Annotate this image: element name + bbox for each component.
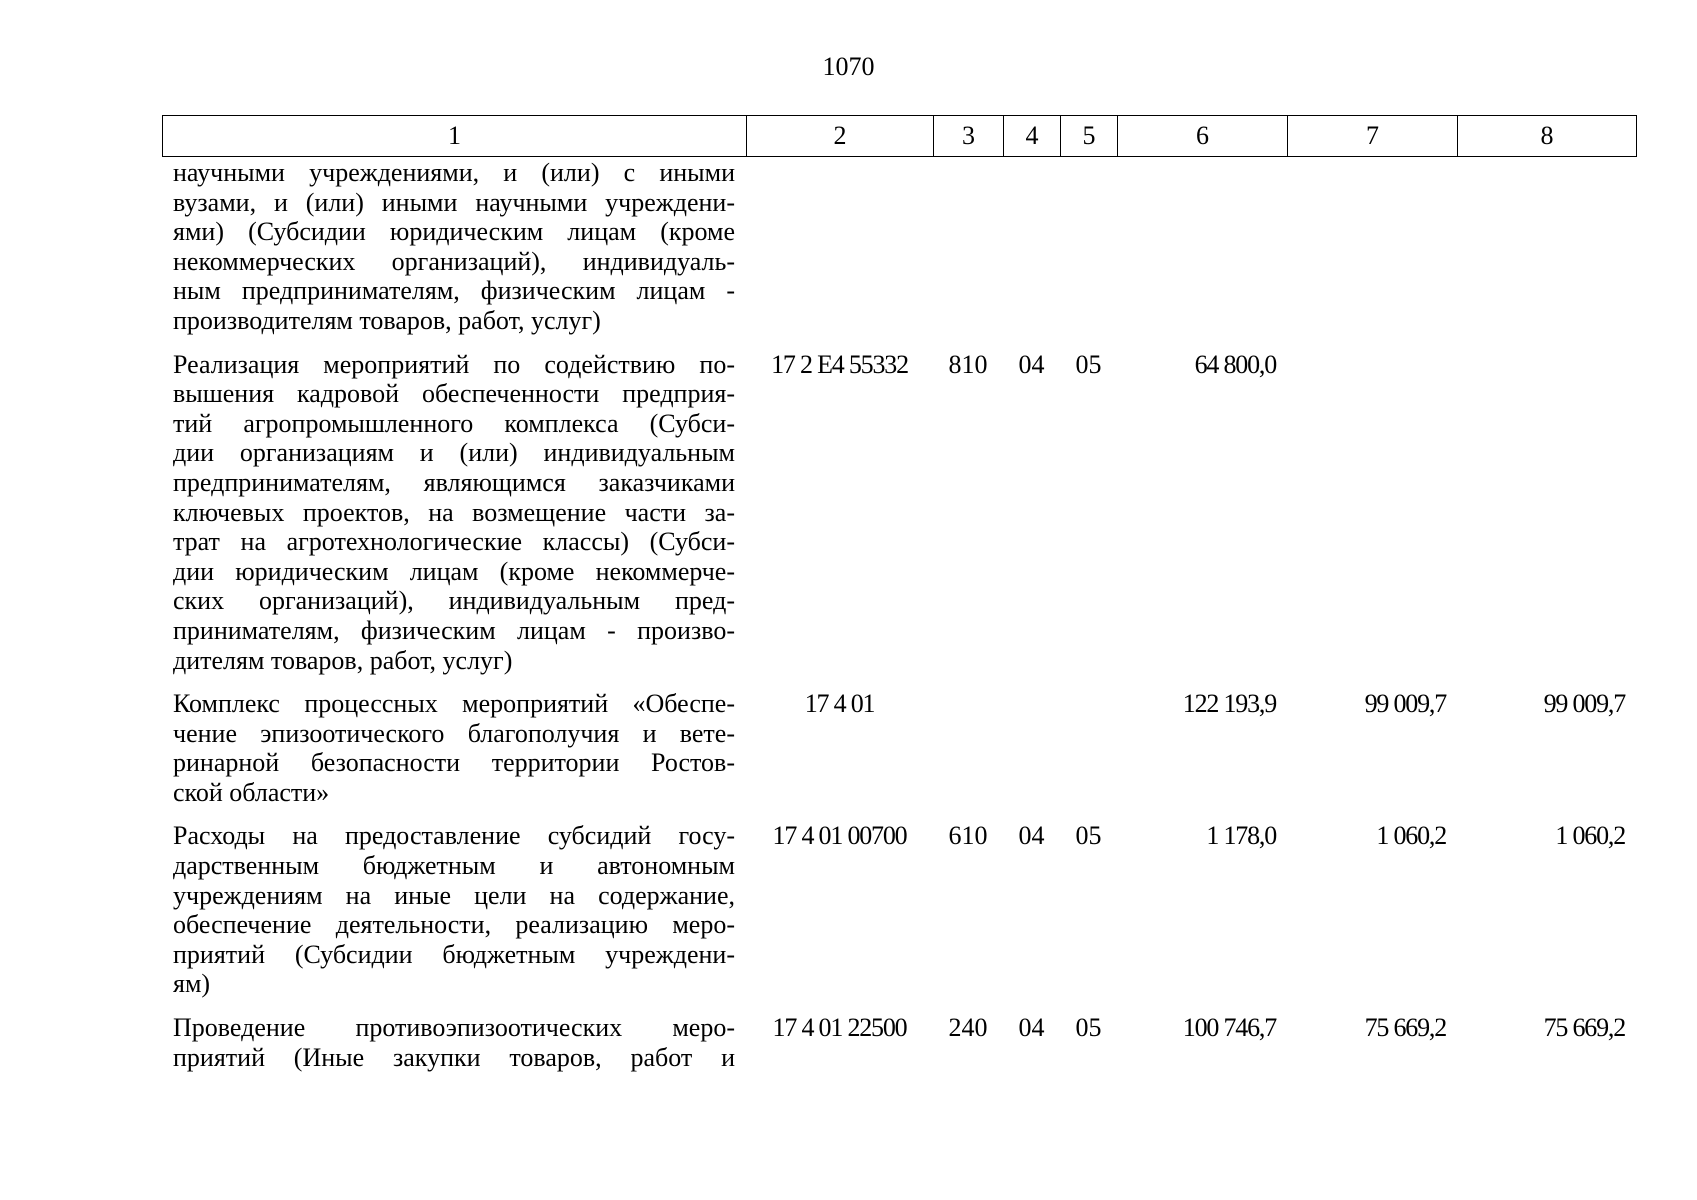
description-line: дии юридическим лицам (кроме некоммерче- [173, 556, 735, 586]
row-amount-year-3 [1457, 158, 1636, 336]
table-row [162, 158, 1636, 336]
description-line: вышения кадровой обеспеченности предприя- [173, 379, 735, 409]
row-amount-year-3: 99 009,7 [1543, 689, 1625, 719]
row-description [162, 158, 746, 336]
header-col-5: 5 [1061, 116, 1118, 157]
row-amount-year-3 [1457, 336, 1636, 676]
description-line: Проведение противоэпизоотических меро- [173, 1013, 735, 1043]
table-body [162, 158, 1636, 1072]
description-line: ями) (Субсидии юридическим лицам (кроме [173, 217, 735, 247]
page-number: 1070 [822, 52, 875, 81]
row-amount-year-2: 99 009,7 [1364, 689, 1446, 719]
header-col-3: 3 [934, 116, 1004, 157]
description-line: приятий (Субсидии бюджетным учреждени- [173, 939, 735, 969]
row-subsection [1060, 675, 1117, 807]
row-amount-year-1: 1 178,0 [1206, 821, 1276, 851]
row-amount-year-2 [1287, 158, 1457, 336]
description-line: ям) [173, 969, 211, 999]
header-col-6: 6 [1118, 116, 1288, 157]
description-line: научными учреждениями, и (или) с иными [173, 158, 735, 187]
row-amount-year-2: 75 669,2 [1364, 1013, 1446, 1043]
description-line: предпринимателям, являющимся заказчиками [173, 467, 735, 497]
row-amount-year-1: 100 746,7 [1182, 1013, 1276, 1043]
row-code [746, 158, 933, 336]
row-section [1003, 158, 1060, 336]
description-line: чение эпизоотического благополучия и вете- [173, 718, 735, 748]
row-code: 17 4 01 22500 [772, 1013, 907, 1043]
row-code: 17 2 Е4 55332 [771, 349, 908, 379]
row-expense-type: 240 [948, 1013, 988, 1043]
header-col-1: 1 [163, 116, 747, 157]
row-amount-year-3: 75 669,2 [1543, 1013, 1625, 1043]
row-amount-year-2 [1287, 336, 1457, 676]
description-line: ринарной безопасности территории Ростов- [173, 748, 735, 778]
row-section: 04 [1018, 821, 1045, 851]
description-line: приятий (Иные закупки товаров, работ и [173, 1042, 735, 1072]
table-header [162, 115, 1637, 157]
description-line: учреждениям на иные цели на содержание, [173, 880, 735, 910]
description-line: некоммерческих организаций), индивидуаль- [173, 246, 735, 276]
row-expense-type: 610 [948, 821, 988, 851]
row-section: 04 [1018, 349, 1045, 379]
row-description [162, 807, 746, 999]
row-description [162, 336, 746, 676]
row-subsection: 05 [1075, 1013, 1102, 1043]
row-amount-year-1: 122 193,9 [1182, 689, 1276, 719]
description-line: вузами, и (или) иными научными учреждени- [173, 187, 735, 217]
row-subsection: 05 [1075, 821, 1102, 851]
description-line: Расходы на предоставление субсидий госу- [173, 821, 735, 851]
row-amount-year-2: 1 060,2 [1376, 821, 1446, 851]
description-line: дителям товаров, работ, услуг) [173, 645, 513, 675]
row-expense-type [933, 675, 1003, 807]
table-row [162, 675, 1636, 807]
description-line: Реализация мероприятий по содействию по- [173, 349, 735, 379]
description-line: дарственным бюджетным и автономным [173, 851, 735, 881]
row-amount-year-1: 64 800,0 [1194, 349, 1276, 379]
header-row [163, 116, 1637, 157]
row-expense-type: 810 [948, 349, 988, 379]
header-col-2: 2 [747, 116, 934, 157]
description-line: трат на агротехнологические классы) (Субси- [173, 527, 735, 557]
row-code: 17 4 01 00700 [772, 821, 907, 851]
row-section [1003, 675, 1060, 807]
description-line: дии организациям и (или) индивидуальным [173, 438, 735, 468]
description-line: ключевых проектов, на возмещение части за- [173, 497, 735, 527]
row-code: 17 4 01 [804, 689, 875, 719]
row-section: 04 [1018, 1013, 1045, 1043]
budget-table [162, 158, 1636, 1072]
description-line: ских организаций), индивидуальным пред- [173, 586, 735, 616]
description-line: тий агропромышленного комплекса (Субси- [173, 408, 735, 438]
row-description [162, 675, 746, 807]
header-col-4: 4 [1004, 116, 1061, 157]
description-line: Комплекс процессных мероприятий «Обеспе- [173, 689, 735, 719]
description-line: обеспечение деятельности, реализацию меро- [173, 910, 735, 940]
table-row [162, 999, 1636, 1072]
description-line: ской области» [173, 777, 330, 807]
description-line: ным предпринимателям, физическим лицам - [173, 276, 735, 306]
row-amount-year-3: 1 060,2 [1555, 821, 1625, 851]
table-row [162, 807, 1636, 999]
row-expense-type [933, 158, 1003, 336]
description-line: принимателям, физическим лицам - произво- [173, 615, 735, 645]
header-col-7: 7 [1288, 116, 1458, 157]
row-subsection: 05 [1075, 349, 1102, 379]
row-amount-year-1 [1117, 158, 1287, 336]
row-description [162, 999, 746, 1072]
description-line: производителям товаров, работ, услуг) [173, 305, 601, 335]
table-row [162, 336, 1636, 676]
header-col-8: 8 [1458, 116, 1637, 157]
row-subsection [1060, 158, 1117, 336]
